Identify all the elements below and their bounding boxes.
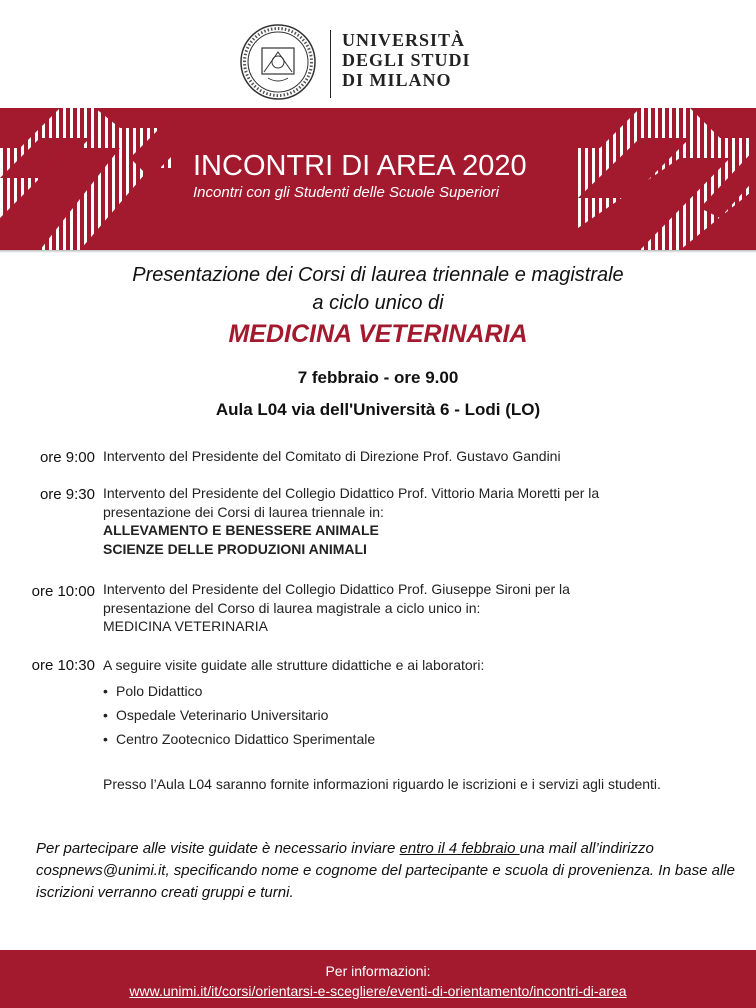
program-time: ore 10:00 (31, 583, 95, 600)
banner-title: INCONTRI DI AREA 2020 (193, 150, 527, 182)
footer (0, 950, 756, 1008)
program-description (103, 580, 570, 636)
intro-line-2: a ciclo unico di (312, 292, 444, 314)
logo-divider (330, 30, 331, 98)
program-text-line: presentazione del Corso di laurea magistrale a ciclo unico in: (103, 599, 481, 616)
degree-course-name: ALLEVAMENTO E BENESSERE ANIMALE (103, 522, 379, 538)
notice-deadline: entro il 4 febbraio (399, 840, 520, 857)
university-name-line: UNIVERSITÀ (342, 30, 466, 50)
program-text-line: MEDICINA VETERINARIA (103, 618, 268, 634)
registration-notice (36, 838, 736, 904)
notice-text: Per partecipare alle visite guidate è necessario inviare (36, 840, 400, 857)
program-time: ore 9:00 (39, 449, 95, 466)
program-time: ore 9:30 (39, 486, 95, 503)
university-name-line: DEGLI STUDI (342, 50, 471, 70)
university-name-line: DI MILANO (342, 70, 452, 90)
list-item: • Centro Zootecnico Didattico Sperimentale (103, 727, 484, 751)
program-description (103, 447, 561, 466)
notice-text: una mail all’indirizzo cospnews@unimi.it, specificando nome e cognome del partecipante e scuola di provenienza. In base alle iscrizioni verranno creati gruppi e turni. (36, 840, 735, 901)
degree-course-name: SCIENZE DELLE PRODUZIONI ANIMALI (103, 540, 367, 557)
event-location: Aula L04 via dell'Università 6 - Lodi (LO) (215, 400, 541, 419)
program-description (103, 656, 484, 751)
program-description (103, 484, 599, 558)
closing-note: Presso l’Aula L04 saranno fornite informazioni riguardo le iscrizioni e i servizi agli studenti. (103, 776, 661, 792)
intro-line-1: Presentazione dei Corsi di laurea triennale e magistrale (132, 264, 624, 286)
program-text-line: Intervento del Presidente del Collegio Didattico Prof. Vittorio Maria Moretti per la (103, 485, 600, 501)
event-date: 7 febbraio - ore 9.00 (297, 368, 459, 387)
program-text-line: presentazione dei Corsi di laurea triennale in: (103, 503, 384, 520)
footer-label: Per informazioni: (325, 963, 431, 979)
university-name (342, 30, 471, 90)
list-item: • Polo Didattico (103, 679, 484, 703)
list-item: • Ospedale Veterinario Universitario (103, 703, 484, 727)
university-seal-icon (238, 22, 318, 102)
course-title: MEDICINA VETERINARIA (228, 320, 528, 348)
program-text-line: Intervento del Presidente del Comitato di Direzione Prof. Gustavo Gandini (103, 448, 561, 464)
event-banner (0, 108, 756, 250)
program-time: ore 10:30 (31, 657, 95, 674)
info-link[interactable]: www.unimi.it/it/corsi/orientarsi-e-scegliere/eventi-di-orientamento/incontri-di-area (129, 983, 627, 999)
banner-subtitle: Incontri con gli Studenti delle Scuole Superiori (193, 184, 500, 201)
university-logo (238, 18, 528, 102)
banner-shadow (0, 250, 756, 253)
program-text-line: Intervento del Presidente del Collegio Didattico Prof. Giuseppe Sironi per la (103, 581, 570, 597)
program-text-line: A seguire visite guidate alle strutture didattiche e ai laboratori: (103, 657, 485, 673)
visit-list (103, 679, 484, 751)
